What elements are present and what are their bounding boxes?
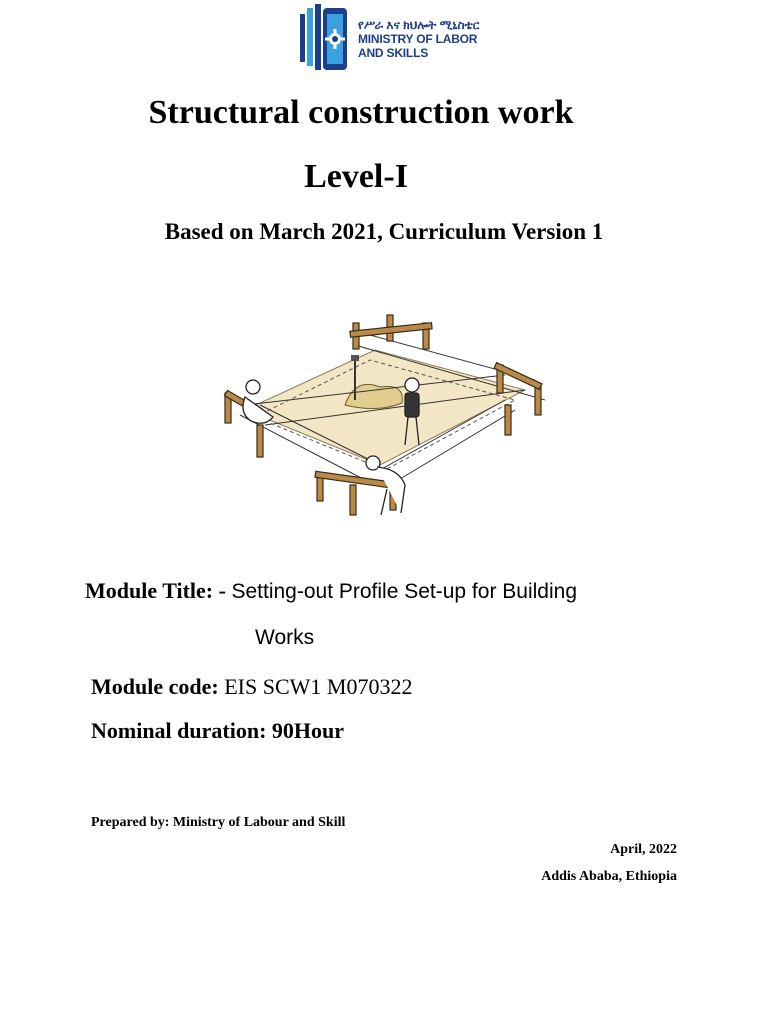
document-level: Level-I bbox=[304, 158, 408, 195]
setting-out-profile-illustration bbox=[205, 305, 565, 525]
module-code-value: EIS SCW1 M070322 bbox=[224, 674, 413, 699]
nominal-duration-row bbox=[91, 718, 344, 744]
nominal-duration-value: 90Hour bbox=[271, 718, 345, 743]
logo-amharic-text: የሥራ እና ክህሎት ሚኒስቴር bbox=[358, 18, 480, 32]
curriculum-subtitle: Based on March 2021, Curriculum Version 1 bbox=[164, 219, 604, 244]
module-title-value: Setting-out Profile Set-up for Building bbox=[231, 580, 577, 603]
ministry-logo bbox=[298, 2, 498, 76]
prepared-by: Prepared by: Ministry of Labour and Skill bbox=[91, 815, 346, 830]
publication-date: April, 2022 bbox=[610, 842, 677, 857]
logo-text-line1: MINISTRY OF LABOR bbox=[358, 32, 478, 46]
module-title-value-continued: Works bbox=[255, 626, 315, 649]
publication-place: Addis Ababa, Ethiopia bbox=[541, 869, 677, 884]
module-title-label: Module Title: - bbox=[85, 578, 226, 603]
module-code-row bbox=[91, 674, 412, 700]
logo-text-line2: AND SKILLS bbox=[358, 46, 429, 60]
module-code-label: Module code: bbox=[91, 674, 219, 699]
ministry-emblem-icon bbox=[298, 2, 354, 74]
nominal-duration-label: Nominal duration: bbox=[91, 718, 267, 743]
module-title-row bbox=[85, 578, 577, 604]
document-title: Structural construction work bbox=[148, 94, 574, 131]
